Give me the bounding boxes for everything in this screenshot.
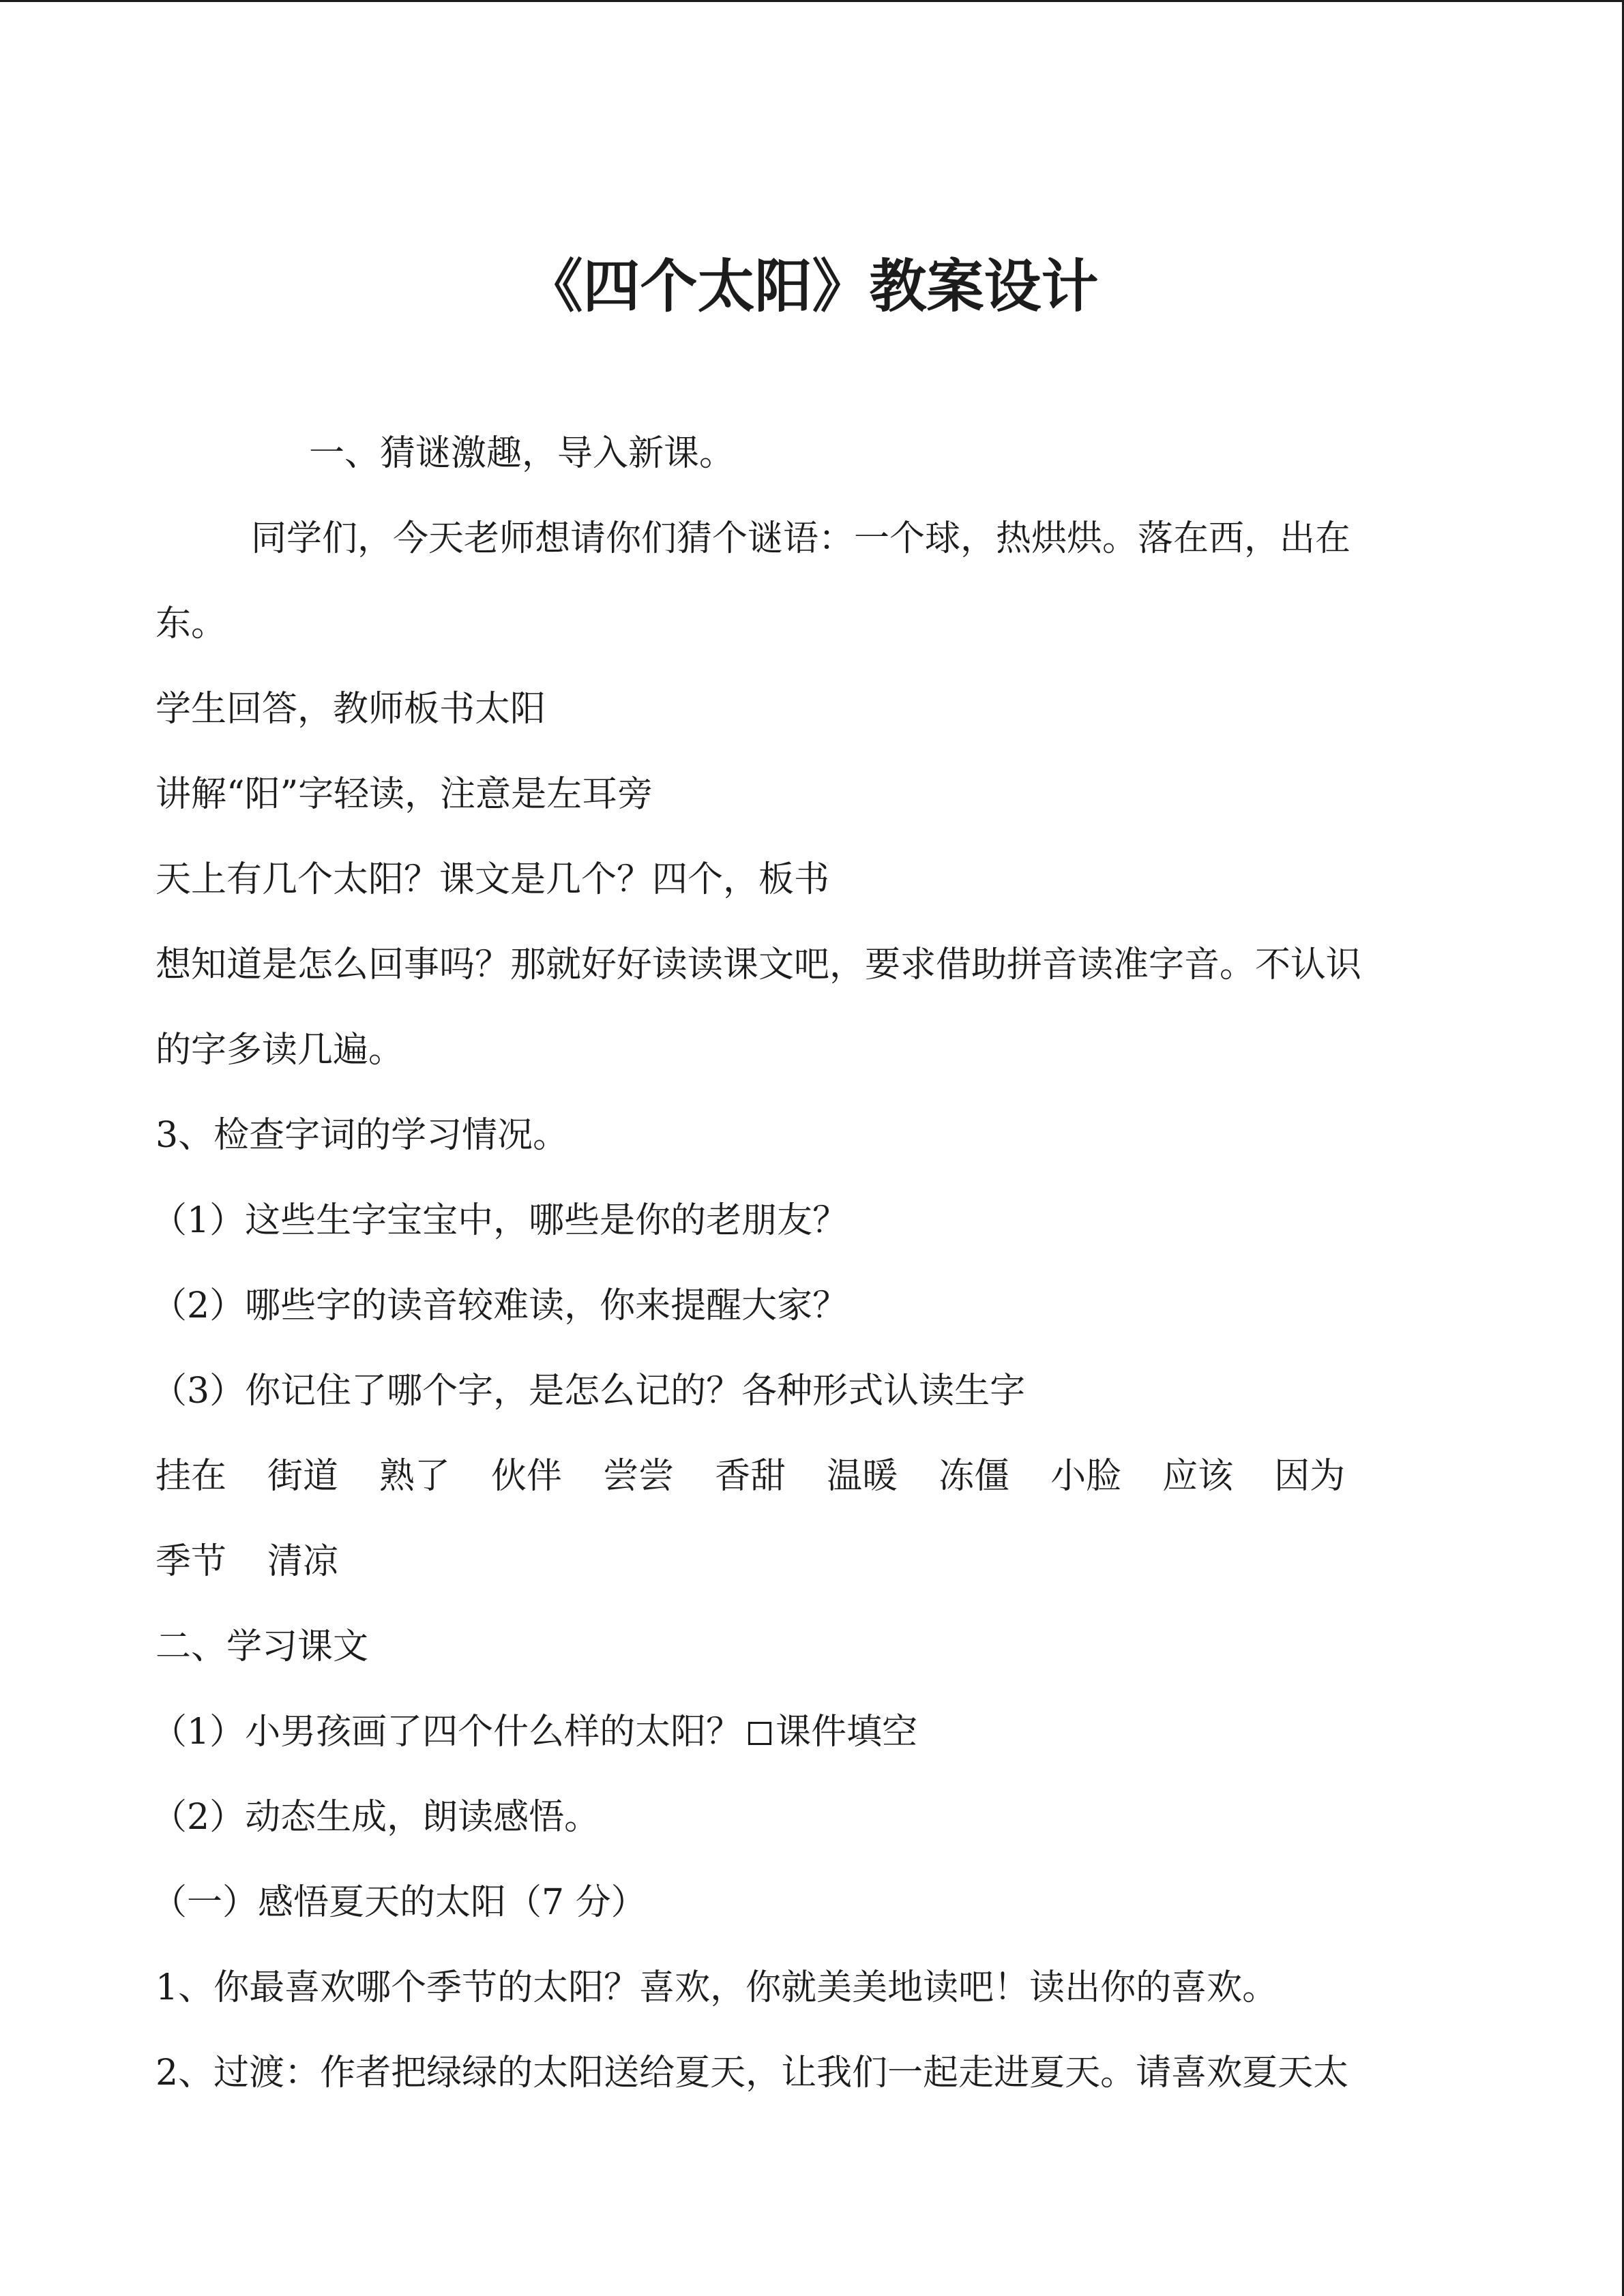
vocab-word: 街道	[267, 1456, 339, 1497]
vocab-word: 应该	[1162, 1456, 1234, 1497]
vocab-word: 尝尝	[603, 1456, 675, 1497]
vocab-word: 温暖	[827, 1456, 898, 1497]
vocab-word: 小脸	[1050, 1456, 1122, 1497]
vocab-word: 冻僵	[939, 1456, 1010, 1497]
summer-heading: （一）感悟夏天的太阳（7 分）	[151, 1882, 647, 1923]
vocab-word: 季节	[156, 1541, 227, 1582]
vocab-word: 因为	[1274, 1456, 1346, 1497]
section2-heading: 二、学习课文	[156, 1626, 369, 1667]
vocab-row-2	[156, 1519, 1472, 1605]
vocab-word: 清凉	[267, 1541, 339, 1582]
vocab-word: 香甜	[715, 1456, 786, 1497]
question-line: 天上有几个太阳？课文是几个？四个，板书	[156, 859, 830, 900]
vocab-word: 伙伴	[491, 1456, 563, 1497]
study-item-2: （2）动态生成，朗读感悟。	[151, 1797, 600, 1838]
checkbox-icon	[748, 1722, 771, 1745]
step-2: 2、过渡：作者把绿绿的太阳送给夏天，让我们一起走进夏天。请喜欢夏天太	[156, 2053, 1349, 2093]
vocab-row-1	[156, 1434, 1472, 1519]
vocab-word: 挂在	[156, 1456, 227, 1497]
section1-heading: 一、猜谜激趣，导入新课。	[309, 433, 735, 474]
read-line-2: 的字多读几遍。	[156, 1030, 404, 1071]
riddle-line-1: 同学们，今天老师想请你们猜个谜语：一个球，热烘烘。落在西，出在	[251, 518, 1351, 559]
vocab-word: 熟了	[379, 1456, 451, 1497]
riddle-line-2: 东。	[156, 603, 227, 644]
check-heading: 3、检查字词的学习情况。	[156, 1115, 569, 1156]
page-border-top	[0, 0, 1624, 2]
check-item-2: （2）哪些字的读音较难读，你来提醒大家？	[151, 1285, 848, 1326]
step-1: 1、你最喜欢哪个季节的太阳？喜欢，你就美美地读吧！读出你的喜欢。	[156, 1967, 1278, 2008]
check-item-1: （1）这些生字宝宝中，哪些是你的老朋友？	[151, 1200, 848, 1241]
read-line-1: 想知道是怎么回事吗？那就好好读读课文吧，要求借助拼音读准字音。不认识	[156, 944, 1362, 985]
document-title: 《四个太阳》教案设计	[525, 252, 1099, 320]
answer-line: 学生回答，教师板书太阳	[156, 689, 546, 730]
explain-line: 讲解“阳”字轻读，注意是左耳旁	[156, 774, 653, 815]
check-item-3: （3）你记住了哪个字，是怎么记的？各种形式认读生字	[151, 1371, 1026, 1412]
study-item-1-text: （1）小男孩画了四个什么样的太阳？	[151, 1712, 742, 1753]
document-body	[151, 411, 1472, 2116]
study-item-1	[151, 1690, 1472, 1775]
study-item-1-note: 课件填空	[776, 1712, 918, 1753]
